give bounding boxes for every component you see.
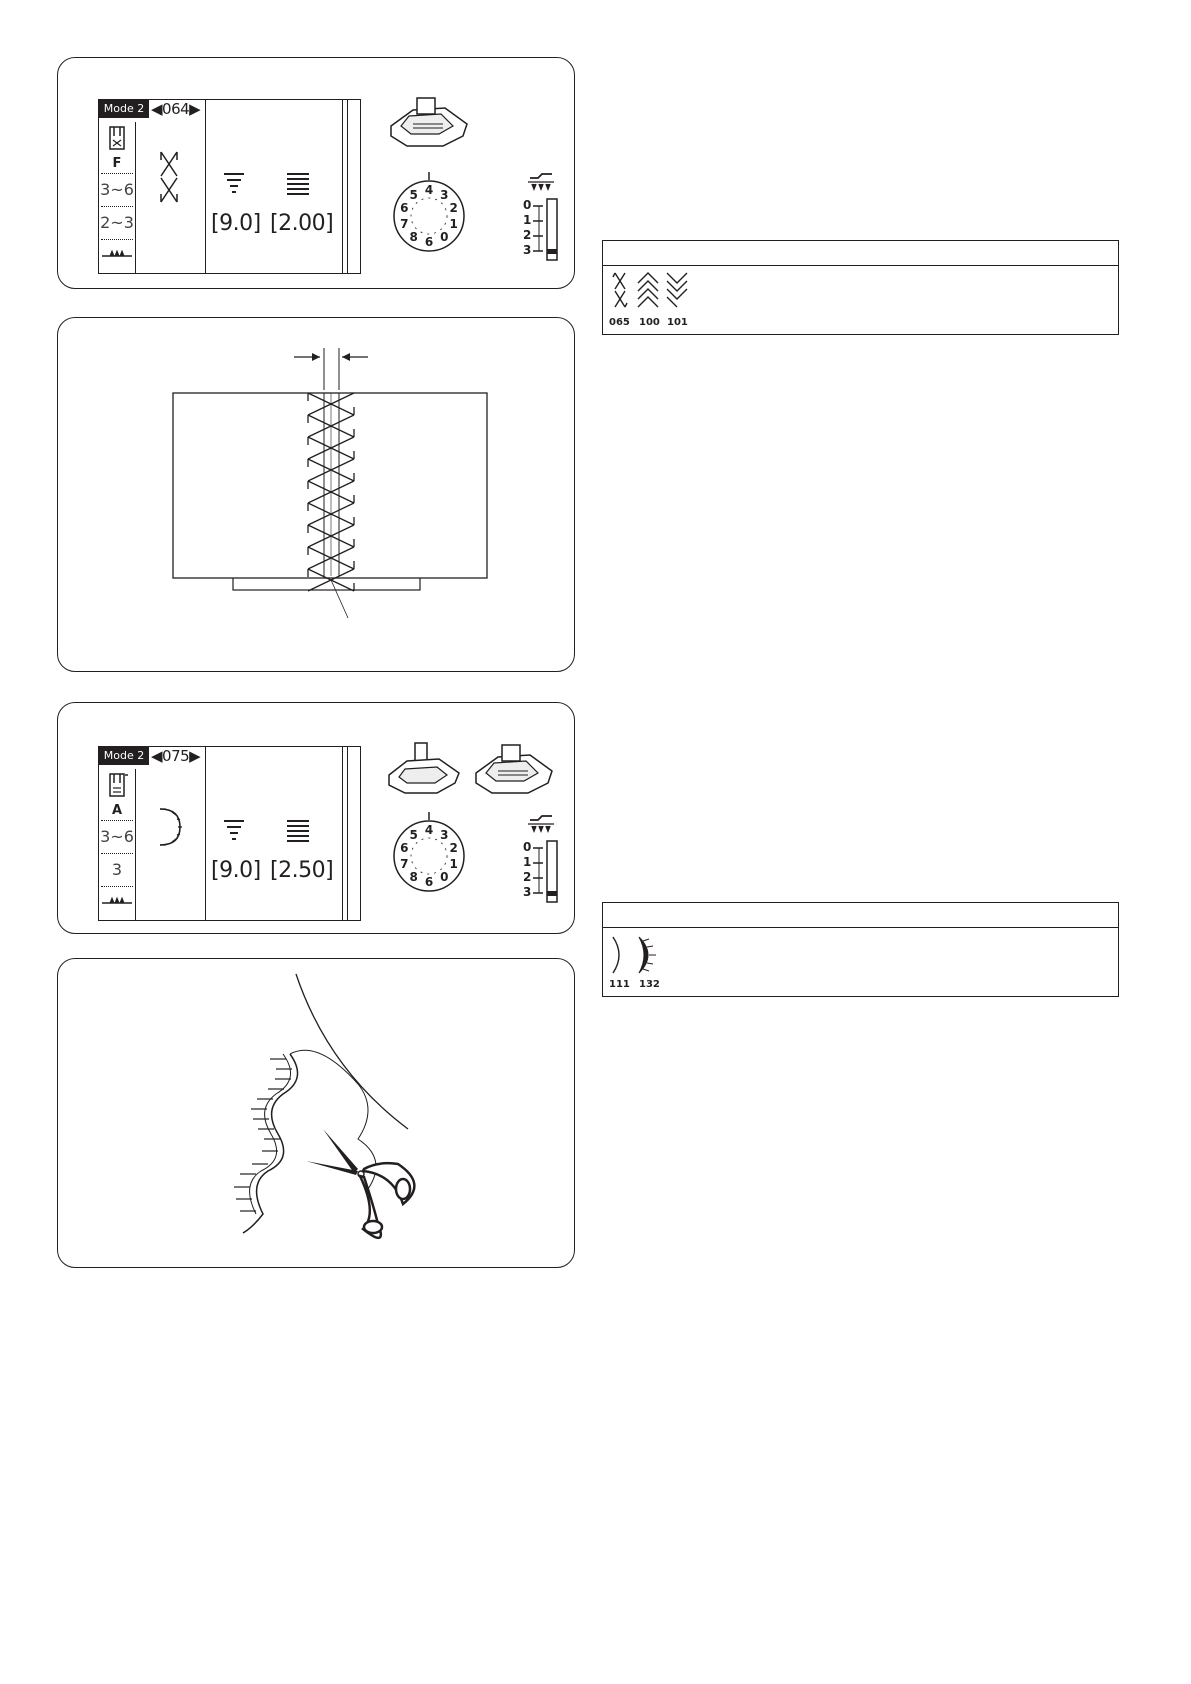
stitch-number: 101 [667,317,688,328]
divider [101,206,133,207]
feed-dog-lever-icon [526,170,556,192]
dial-number: 0 [440,230,449,244]
lcd-screen [98,746,361,921]
divider [101,886,133,887]
length-value: [2.00] [270,211,334,236]
stitch-065-icon [611,271,629,309]
seam-illustration-panel [57,317,575,672]
lcd-screen [98,99,361,274]
stitch-number: 111 [609,979,630,990]
dial-number: 6 [424,875,434,889]
settings-panel-1 [57,57,575,289]
dial-number: 3 [440,188,449,202]
foot-letter: F [112,156,122,171]
dial-number: 3 [440,828,449,842]
width-value: [9.0] [211,858,261,883]
lever-scale [533,841,563,903]
lever-label: 2 [523,870,532,884]
lever-label: 2 [523,228,532,242]
stitch-width-icon [224,172,244,196]
tension-range: 2~3 [100,213,134,232]
divider [101,239,133,240]
scalloped-edge-illustration [58,959,576,1269]
lcd-divider [342,747,343,920]
stitch-number: 065 [609,317,630,328]
feed-dog-icon [102,248,132,258]
dial-number: 8 [409,870,418,884]
feed-dog-lever [521,841,571,911]
dial-number: 6 [400,841,409,855]
mode-label: Mode 2 [99,100,149,118]
dial-number: 4 [424,823,434,837]
pattern-number: ◀075▶ [151,747,201,765]
tension-range: 3 [111,860,123,879]
lcd-left-column [99,769,136,920]
stitch-length-icon [287,819,309,843]
lcd-divider [347,747,348,920]
presser-foot-icon [470,743,558,801]
stitch-100-icon [636,271,660,309]
dial-number: 2 [449,841,458,855]
tension-dial-icon [389,812,469,894]
related-stitches-table-1 [602,240,1119,335]
lever-label: 3 [523,885,532,899]
stitch-pattern-icon [156,805,182,849]
dial-number: 8 [409,230,418,244]
stitch-132-icon [637,935,659,975]
dial-number: 5 [409,828,418,842]
related-stitches-table-2 [602,902,1119,997]
feed-dog-lever [521,199,571,269]
stitch-number: 132 [639,979,660,990]
lever-label: 1 [523,855,532,869]
feed-dog-lever-icon [526,812,556,834]
lcd-divider [205,747,206,920]
dial-number: 5 [409,188,418,202]
dial-number: 1 [449,857,458,871]
presser-foot-icon [107,773,129,803]
stitch-111-icon [611,935,625,975]
length-value: [2.50] [270,858,334,883]
divider [101,820,133,821]
lever-label: 3 [523,243,532,257]
settings-panel-2 [57,702,575,934]
lever-label: 0 [523,840,532,854]
table-header [603,903,1118,928]
lcd-divider [342,100,343,273]
divider [101,173,133,174]
stitch-101-icon [665,271,689,309]
lcd-divider [347,100,348,273]
dial-number: 7 [400,857,409,871]
stitch-length-icon [287,172,309,196]
tension-dial-icon [389,172,469,254]
feed-dog-icon [102,895,132,905]
stitch-pattern-icon [157,150,181,204]
dial-number: 6 [424,235,434,249]
lcd-left-column [99,122,136,273]
table-header [603,241,1118,266]
lcd-divider [205,100,206,273]
pattern-number: ◀064▶ [151,100,201,118]
dial-number: 4 [424,183,434,197]
divider [101,853,133,854]
trimming-illustration-panel [57,958,575,1268]
dial-number: 2 [449,201,458,215]
presser-foot-icon [385,743,463,801]
dial-number: 0 [440,870,449,884]
lever-label: 1 [523,213,532,227]
fabric-seam-illustration [58,318,576,673]
width-range: 3~6 [100,180,134,199]
dial-number: 7 [400,217,409,231]
width-range: 3~6 [100,827,134,846]
foot-letter: A [111,803,123,818]
mode-label: Mode 2 [99,747,149,765]
width-value: [9.0] [211,211,261,236]
lever-label: 0 [523,198,532,212]
scissors-icon [306,1129,414,1238]
dial-number: 6 [400,201,409,215]
presser-foot-icon [383,96,473,156]
stitch-number: 100 [639,317,660,328]
presser-foot-icon [107,126,127,156]
lever-scale [533,199,563,261]
dial-number: 1 [449,217,458,231]
stitch-width-icon [224,819,244,843]
